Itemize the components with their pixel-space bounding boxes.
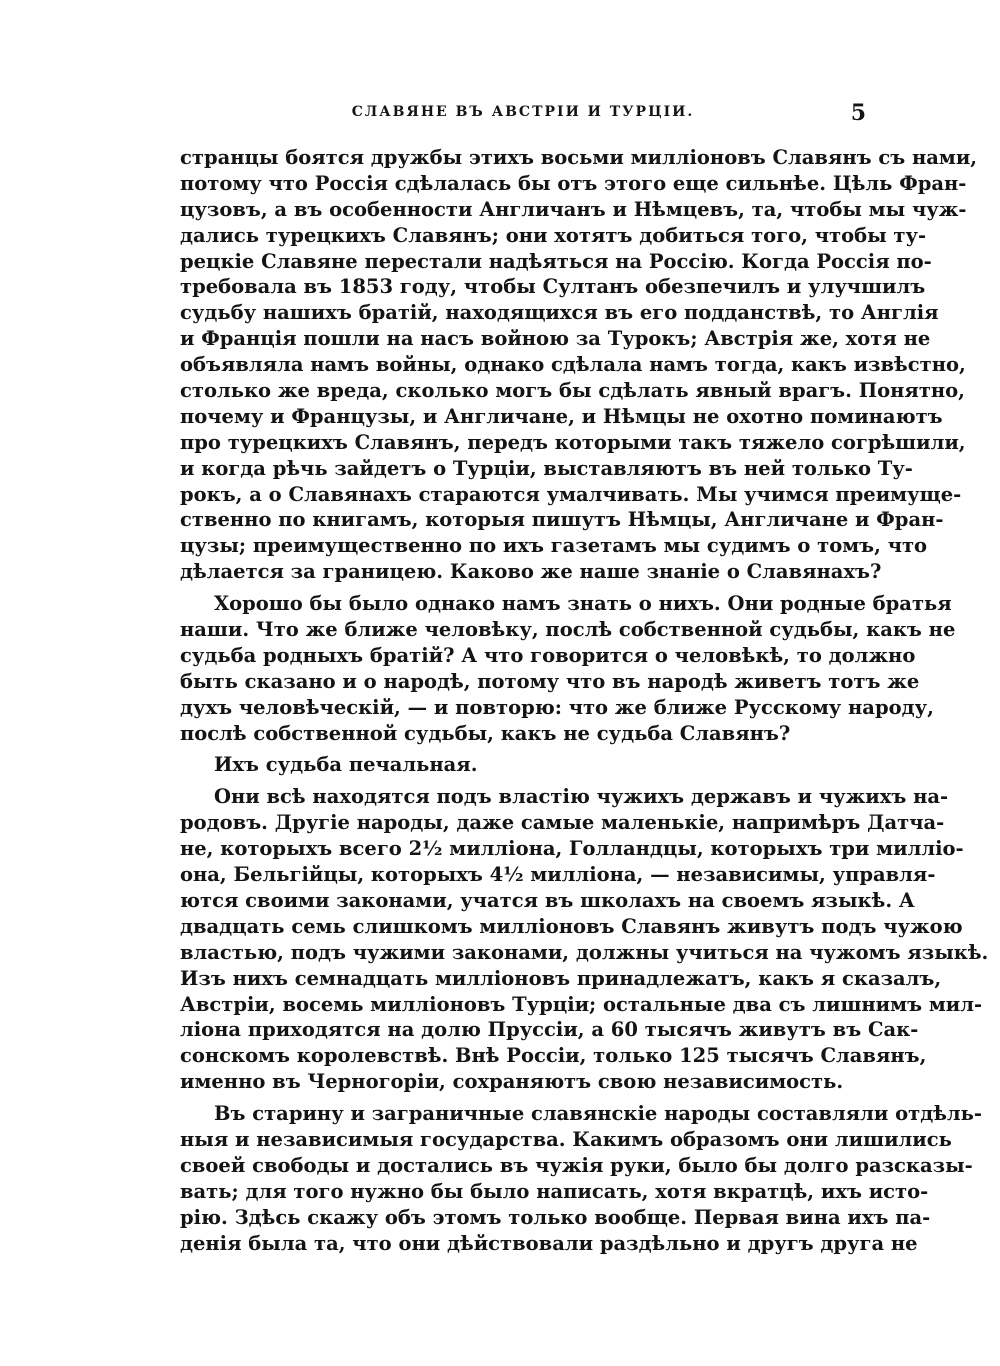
text-line: сонскомъ королевствѣ. Внѣ Россіи, только 125 тысячъ Славянъ, [180, 1044, 927, 1068]
paragraph [180, 784, 989, 1095]
running-head [180, 100, 866, 128]
text-line: Ихъ судьба печальная. [214, 753, 478, 777]
text-line: вать; для того нужно бы было написать, хотя вкратцѣ, ихъ исто- [180, 1179, 929, 1203]
text-line: быть сказано и о народѣ, потому что въ народѣ живетъ тотъ же [180, 669, 920, 693]
text-line: Въ старину и заграничные славянскіе народы составляли отдѣль- [214, 1102, 983, 1126]
text-line: Хорошо бы было однако намъ знать о нихъ. Они родные братья [214, 592, 952, 616]
text-line: именно въ Черногоріи, сохраняютъ свою независимость. [180, 1070, 844, 1094]
text-line: Изъ нихъ семнадцать милліоновъ принадлежатъ, какъ я сказалъ, [180, 966, 942, 990]
text-line: и когда рѣчь зайдетъ о Турціи, выставляютъ въ ней только Ту- [180, 456, 913, 480]
paragraph [180, 591, 956, 746]
text-line: ственно по книгамъ, которыя пишутъ Нѣмцы, Англичане и Фран- [180, 508, 944, 532]
text-line: послѣ собственной судьбы, какъ не судьба Славянъ? [180, 721, 791, 745]
text-line: судьба родныхъ братій? А что говорится о человѣкѣ, то должно [180, 643, 916, 667]
text-line: судьбу нашихъ братій, находящихся въ его подданствѣ, то Англія [180, 301, 939, 325]
paragraph [180, 1101, 983, 1256]
page-number: 5 [850, 100, 866, 126]
text-line: духъ человѣческій, — и повторю: что же ближе Русскому народу, [180, 695, 934, 719]
text-line: ныя и независимыя государства. Какимъ образомъ они лишились [180, 1127, 952, 1151]
text-line: и Франція пошли на насъ войною за Турокъ; Австрія же, хотя не [180, 327, 931, 351]
text-line: почему и Французы, и Англичане, и Нѣмцы не охотно поминаютъ [180, 404, 943, 428]
text-line: цузы; преимущественно по ихъ газетамъ мы судимъ о томъ, что [180, 534, 928, 558]
text-line: рокъ, а о Славянахъ стараются умалчивать. Мы учимся преимуще- [180, 482, 962, 506]
text-line: властью, подъ чужими законами, должны учиться на чужомъ языкѣ. [180, 940, 989, 964]
text-line: не, которыхъ всего 2½ милліона, Голландцы, которыхъ три милліо- [180, 837, 964, 861]
running-title: СЛАВЯНЕ ВЪ АВСТРІИ И ТУРЦІИ. [351, 104, 695, 120]
text-line: родовъ. Другіе народы, даже самые маленькіе, напримѣръ Датча- [180, 811, 945, 835]
text-line: странцы боятся дружбы этихъ восьми милліоновъ Славянъ съ нами, [180, 146, 978, 169]
text-line: требовала въ 1853 году, чтобы Султанъ обезпечилъ и улучшилъ [180, 275, 926, 299]
paragraph [180, 145, 978, 585]
text-line: дались турецкихъ Славянъ; они хотятъ добиться того, чтобы ту- [180, 223, 927, 247]
text-line: двадцать семь слишкомъ милліоновъ Славянъ живутъ подъ чужою [180, 914, 963, 938]
text-line: наши. Что же ближе человѣку, послѣ собственной судьбы, какъ не [180, 618, 956, 642]
text-line: рецкіе Славяне перестали надѣяться на Россію. Когда Россія по- [180, 249, 932, 273]
text-line: денія была та, что они дѣйствовали раздѣльно и другъ друга не [180, 1231, 918, 1255]
text-line: рію. Здѣсь скажу объ этомъ только вообще. Первая вина ихъ па- [180, 1205, 931, 1229]
paragraph [180, 752, 866, 778]
text-line: она, Бельгійцы, которыхъ 4½ милліона, — независимы, управля- [180, 863, 936, 887]
text-line: ются своими законами, учатся въ школахъ на своемъ языкѣ. А [180, 888, 915, 912]
text-line: столько же вреда, сколько могъ бы сдѣлать явный врагъ. Понятно, [180, 379, 965, 403]
text-line: ліона приходятся на долю Пруссіи, а 60 тысячъ живутъ въ Сак- [180, 1018, 919, 1042]
text-line: цузовъ, а въ особенности Англичанъ и Нѣмцевъ, та, чтобы мы чуж- [180, 197, 967, 221]
text-line: объявляла намъ войны, однако сдѣлала намъ тогда, какъ извѣстно, [180, 353, 966, 377]
text-line: своей свободы и достались въ чужія руки, было бы долго разсказы- [180, 1153, 973, 1177]
text-line: потому что Россія сдѣлалась бы отъ этого еще сильнѣе. Цѣль Фран- [180, 171, 967, 195]
text-line: про турецкихъ Славянъ, передъ которыми такъ тяжело согрѣшили, [180, 430, 966, 454]
text-line: Австріи, восемь милліоновъ Турціи; остальные два съ лишнимъ мил- [180, 992, 983, 1016]
text-line: дѣлается за границею. Каково же наше знаніе о Славянахъ? [180, 560, 882, 584]
text-line: Они всѣ находятся подъ властію чужихъ державъ и чужихъ на- [214, 785, 949, 809]
body-text [180, 145, 989, 1262]
